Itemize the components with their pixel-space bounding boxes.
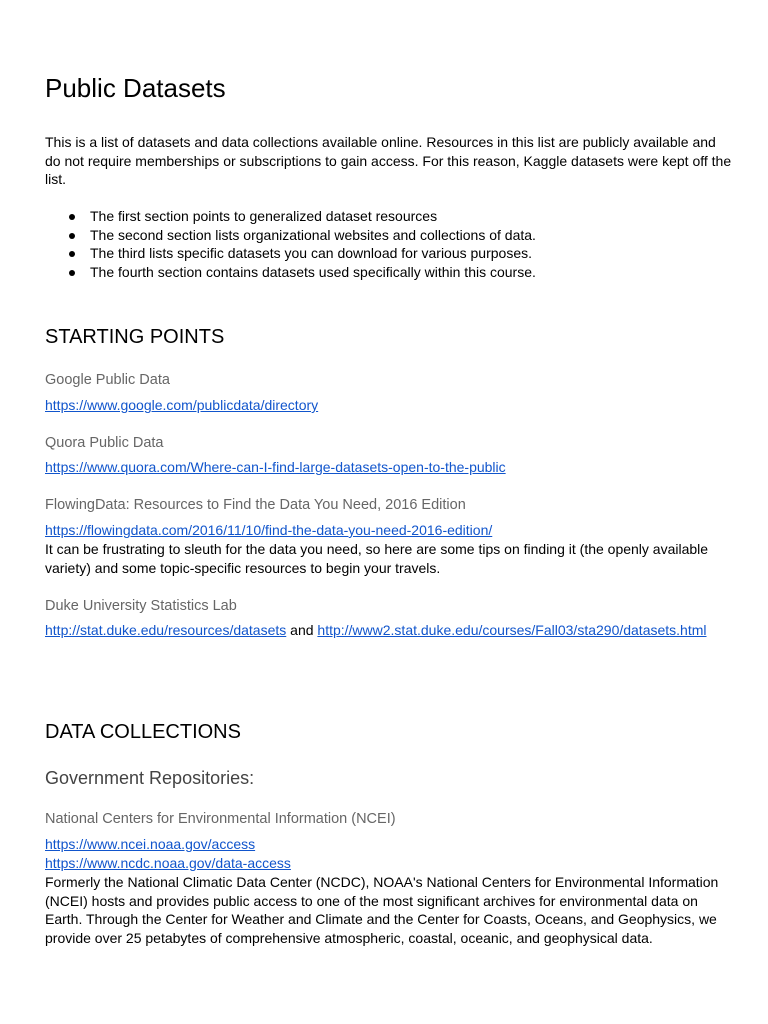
flowingdata-heading: FlowingData: Resources to Find the Data You Need, 2016 Edition <box>45 497 466 513</box>
list-item: The first section points to generalized dataset resources <box>45 207 735 226</box>
duke-stats-lab-heading: Duke University Statistics Lab <box>45 598 237 614</box>
ncei-description: Formerly the National Climatic Data Center (NCDC), NOAA's National Centers for Environmental Information (NCEI) hosts and provides public access to one of the most significant archives for environmental data on Earth. Through the Center for Weather and Climate and the Center for Coasts, Oceans, and Geophysics, we provide over 25 petabytes of comprehensive atmospheric, coastal, oceanic, and geophysical data. <box>45 874 719 946</box>
bullet-icon <box>69 233 75 239</box>
list-item: The third lists specific datasets you can download for various purposes. <box>45 244 735 263</box>
ncei-heading: National Centers for Environmental Information (NCEI) <box>45 811 396 827</box>
quora-link-line <box>45 458 506 477</box>
starting-points-heading: STARTING POINTS <box>45 326 225 348</box>
google-public-data-heading: Google Public Data <box>45 372 170 388</box>
flowingdata-description: It can be frustrating to sleuth for the data you need, so here are some tips on finding it (the openly available variety) and some topic-specific resources to begin your travels. <box>45 541 709 576</box>
section-overview-list <box>45 207 735 281</box>
quora-public-data-link[interactable]: https://www.quora.com/Where-can-I-find-large-datasets-open-to-the-public <box>45 459 506 475</box>
google-link-line <box>45 396 318 415</box>
list-item: The second section lists organizational websites and collections of data. <box>45 226 735 245</box>
flowingdata-link-line <box>45 521 492 540</box>
bullet-icon <box>69 214 75 220</box>
ncei-link-line-2 <box>45 854 291 873</box>
duke-datasets-link[interactable]: http://stat.duke.edu/resources/datasets <box>45 622 287 638</box>
page-title: Public Datasets <box>45 73 226 103</box>
duke-sta290-datasets-link[interactable]: http://www2.stat.duke.edu/courses/Fall03/sta290/datasets.html <box>317 622 707 638</box>
quora-public-data-heading: Quora Public Data <box>45 435 164 451</box>
ncei-access-link[interactable]: https://www.ncei.noaa.gov/access <box>45 836 256 852</box>
duke-links-line <box>45 621 707 640</box>
bullet-icon <box>69 251 75 257</box>
bullet-icon <box>69 270 75 276</box>
ncdc-data-access-link[interactable]: https://www.ncdc.noaa.gov/data-access <box>45 855 291 871</box>
google-public-data-link[interactable]: https://www.google.com/publicdata/directory <box>45 397 319 413</box>
government-repositories-heading: Government Repositories: <box>45 768 255 788</box>
flowingdata-link[interactable]: https://flowingdata.com/2016/11/10/find-the-data-you-need-2016-edition/ <box>45 522 493 538</box>
list-item: The fourth section contains datasets used specifically within this course. <box>45 263 735 282</box>
data-collections-heading: DATA COLLECTIONS <box>45 721 241 743</box>
intro-paragraph: This is a list of datasets and data collections available online. Resources in this list are publicly available and do not require memberships or subscriptions to gain access. For this reason, Kaggle datasets were kept off the list. <box>45 134 732 188</box>
ncei-link-line-1 <box>45 835 255 854</box>
duke-links-connector: and <box>290 622 314 638</box>
